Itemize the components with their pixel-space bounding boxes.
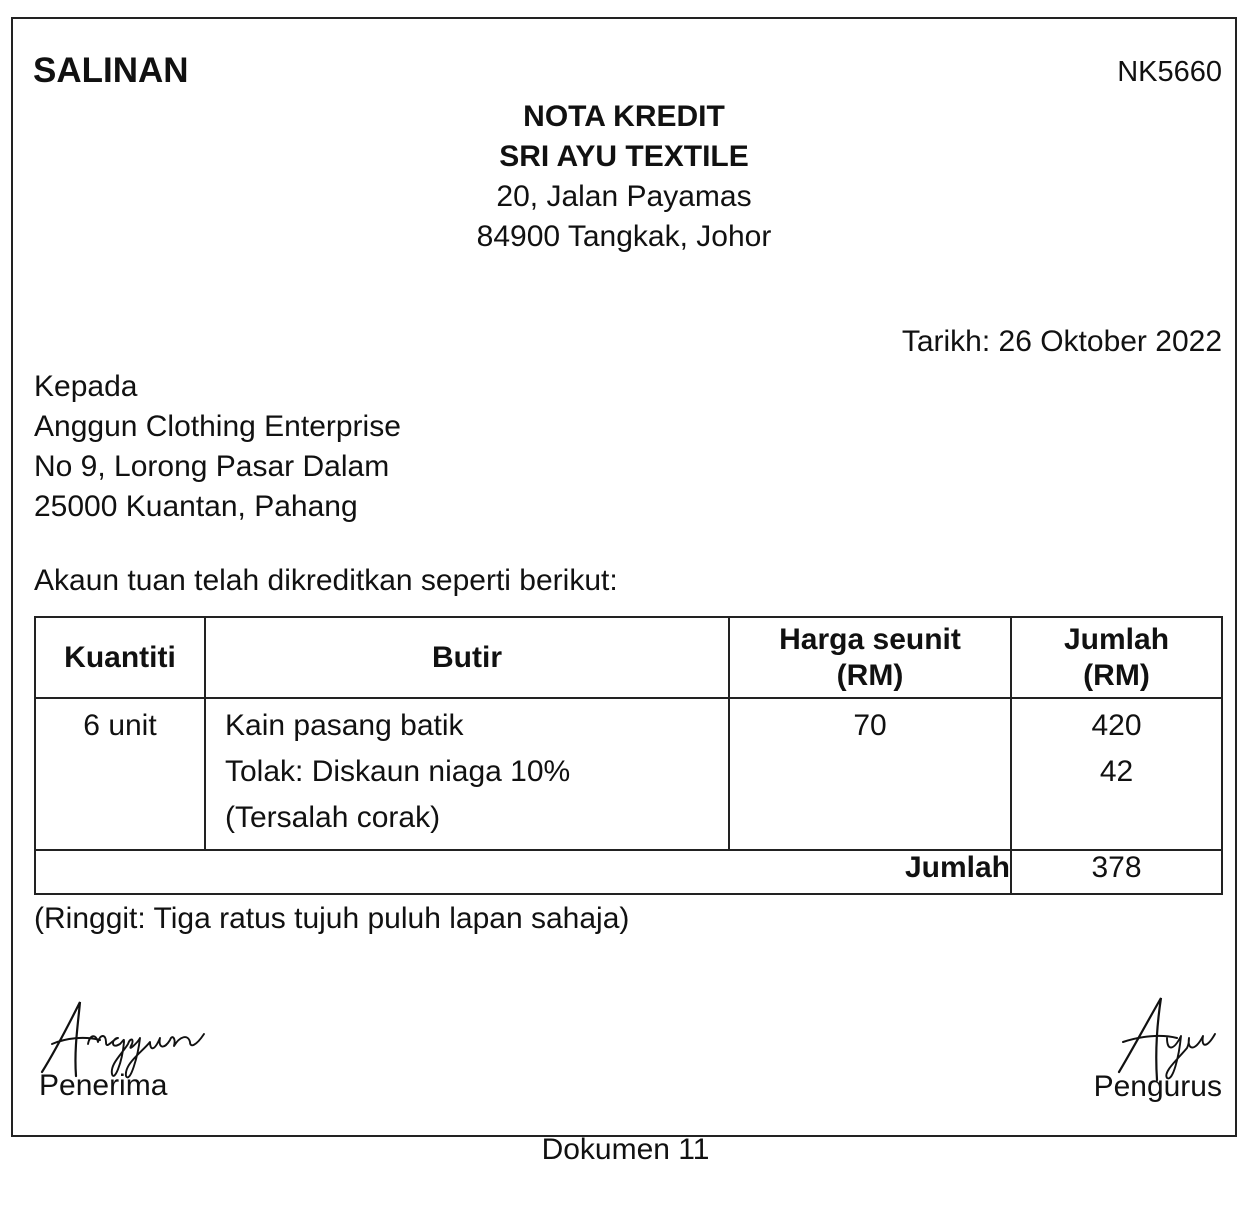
recipient-block — [34, 367, 401, 527]
amount-line: 420 — [1091, 709, 1142, 742]
credit-items-table — [34, 616, 1223, 895]
total-label: Jumlah — [35, 850, 1011, 894]
item-line: Kain pasang batik — [225, 709, 464, 742]
company-name: SRI AYU TEXTILE — [499, 140, 749, 173]
company-address-line: 20, Jalan Payamas — [496, 180, 752, 213]
total-value: 378 — [1011, 850, 1222, 894]
table-header-row — [35, 617, 1222, 698]
intro-text: Akaun tuan telah dikreditkan seperti berikut: — [34, 564, 618, 597]
table-row — [35, 698, 1222, 850]
cell-amount — [1011, 698, 1222, 850]
credit-note-number: NK5660 — [1117, 56, 1222, 88]
document-caption: Dokumen 11 — [541, 1133, 710, 1166]
header-unit-price: Harga seunit (RM) — [729, 617, 1011, 698]
header-item: Butir — [205, 617, 729, 698]
amount-in-words: (Ringgit: Tiga ratus tujuh puluh lapan sahaja) — [34, 902, 630, 935]
header-quantity: Kuantiti — [35, 617, 205, 698]
amount-line: 42 — [1099, 755, 1134, 788]
manager-label: Pengurus — [1093, 1070, 1222, 1103]
cell-quantity: 6 unit — [35, 698, 205, 850]
recipient-salutation: Kepada — [34, 370, 138, 403]
header-amount: Jumlah (RM) — [1011, 617, 1222, 698]
cell-item — [205, 698, 729, 850]
copy-label: SALINAN — [33, 51, 189, 90]
company-address-line: 84900 Tangkak, Johor — [476, 220, 772, 253]
date-line: Tarikh: 26 Oktober 2022 — [901, 325, 1222, 358]
document-title: NOTA KREDIT — [523, 100, 725, 133]
receiver-label: Penerima — [39, 1069, 168, 1102]
item-line: (Tersalah corak) — [225, 801, 441, 834]
recipient-address-line: No 9, Lorong Pasar Dalam — [34, 450, 390, 483]
recipient-name: Anggun Clothing Enterprise — [34, 410, 401, 443]
recipient-address-line: 25000 Kuantan, Pahang — [34, 490, 358, 523]
cell-unit-price: 70 — [729, 698, 1011, 850]
credit-note-document — [11, 17, 1237, 1137]
document-header — [13, 97, 1235, 257]
item-line: Tolak: Diskaun niaga 10% — [225, 755, 571, 788]
total-row — [35, 850, 1222, 894]
